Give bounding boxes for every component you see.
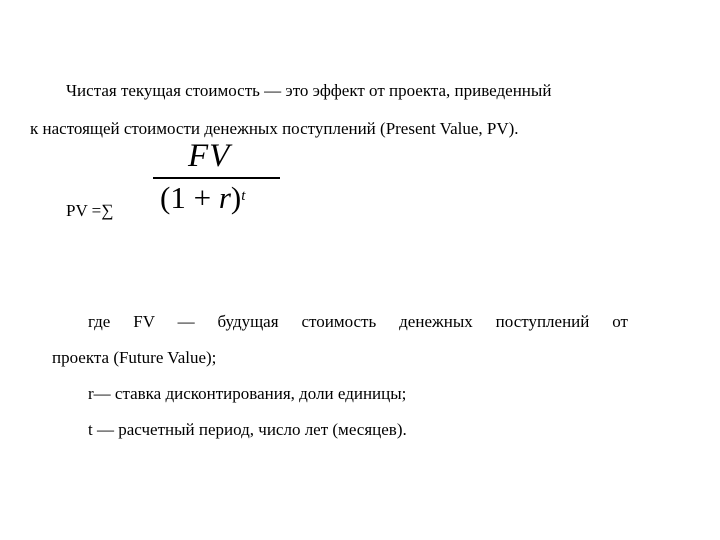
denominator-variable: r	[218, 180, 231, 215]
formula-numerator: FV	[188, 138, 231, 174]
formula-denominator	[160, 181, 245, 215]
denominator-open: (1 +	[160, 180, 219, 215]
definition-fv-line-2: проекта (Future Value);	[52, 348, 217, 367]
denominator-exponent: t	[241, 188, 246, 204]
definition-fv-line-1: где FV — будущая стоимость денежных поступлений от	[88, 312, 628, 331]
fraction-bar	[153, 177, 280, 179]
formula-lhs: PV =∑	[66, 201, 114, 220]
definition-t: t — расчетный период, число лет (месяцев).	[88, 420, 407, 439]
definition-r: r— ставка дисконтирования, доли единицы;	[88, 384, 407, 403]
denominator-close: )	[230, 180, 242, 215]
intro-text-line-2: к настоящей стоимости денежных поступлений (Present Value, PV).	[30, 119, 519, 138]
intro-text-line-1: Чистая текущая стоимость — это эффект от проекта, приведенный	[66, 81, 552, 100]
